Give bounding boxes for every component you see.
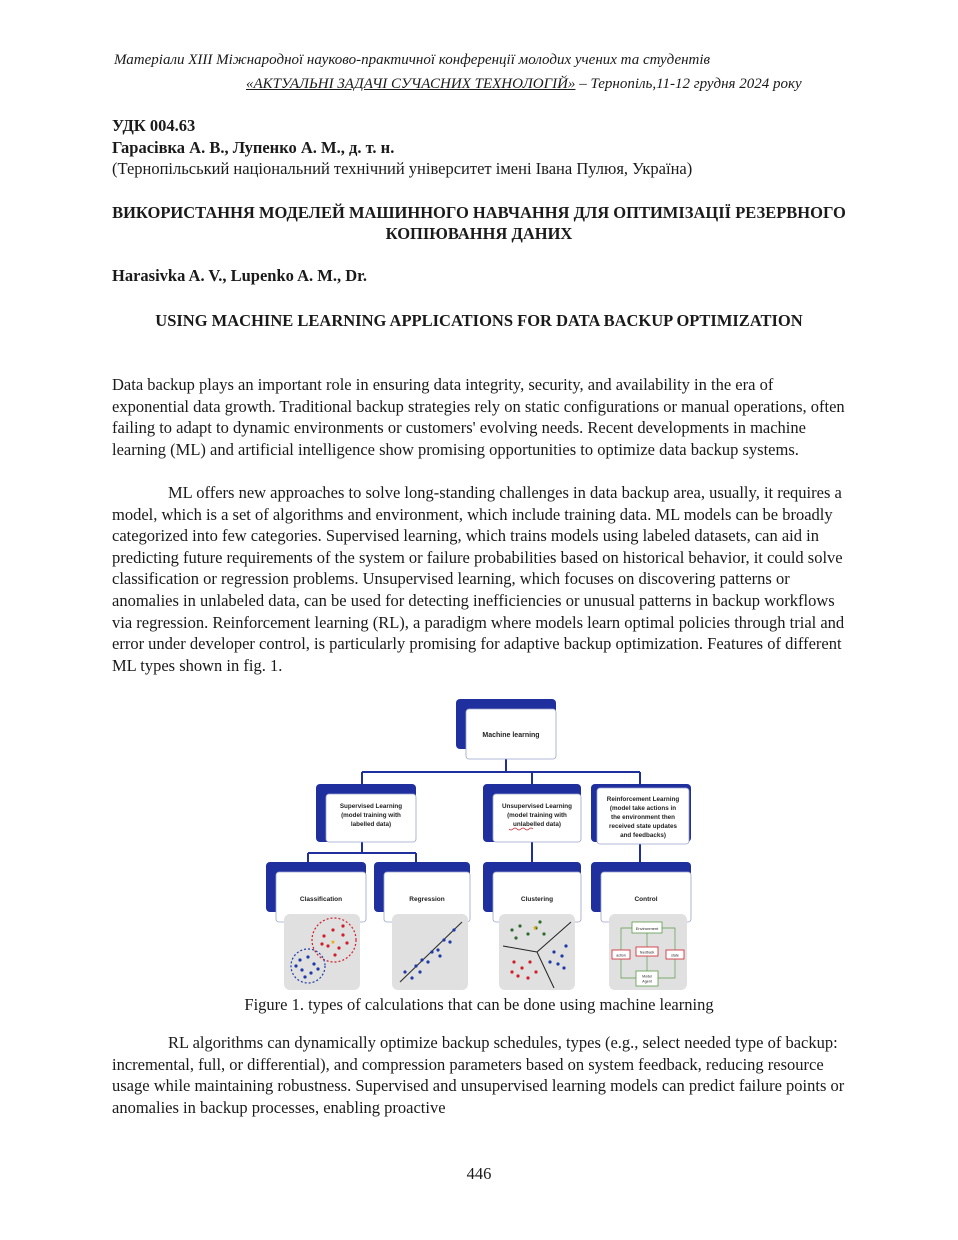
clustering-thumbnail bbox=[499, 914, 575, 990]
svg-text:★: ★ bbox=[330, 940, 336, 946]
leaf-classification-label: Classification bbox=[299, 896, 343, 903]
category-reinforcement-line1: Reinforcement Learning bbox=[606, 796, 680, 803]
conference-header-line2 bbox=[246, 76, 802, 93]
paragraph-3: RL algorithms can dynamically optimize backup schedules, types (e.g., select needed type of backup: incremental, full, or differential), and compression parameters based on system feedback, reducing resource usage while maintaining robustness. Supervised and unsupervised learning models can predict failure points or anomalies in backup processes, enabling proactive bbox=[112, 1033, 845, 1117]
affiliation: (Тернопільський національний технічний університет імені Івана Пулюя, Україна) bbox=[112, 159, 693, 178]
category-unsupervised-line1: Unsupervised Learning bbox=[502, 803, 572, 810]
udk-code: УДК 004.63 bbox=[112, 116, 196, 135]
figure-caption: Figure 1. types of calculations that can be done using machine learning bbox=[244, 995, 714, 1014]
control-environment-label: Environment bbox=[635, 926, 659, 931]
title-english: USING MACHINE LEARNING APPLICATIONS FOR DATA BACKUP OPTIMIZATION bbox=[155, 311, 803, 330]
page-number: 446 bbox=[466, 1164, 492, 1183]
conference-header-line1: Матеріали XIII Міжнародної науково-практичної конференції молодих учених та студентів bbox=[114, 52, 711, 68]
paragraph-1: Data backup plays an important role in ensuring data integrity, security, and availability in the era of exponential data growth. Traditional backup strategies rely on static configurations or manual operations, often failing to adapt to dynamic environments or customers' evolving needs. Recent developments in machine learning (ML) and artificial intelligence show promising opportunities to optimize data backup systems. bbox=[112, 375, 845, 459]
control-agent-label-line1: Model bbox=[642, 974, 652, 979]
conference-place-date: – Тернопіль,11-12 грудня 2024 року bbox=[575, 76, 802, 92]
category-node-reinforcement bbox=[591, 784, 691, 844]
authors-english: Harasivka A. V., Lupenko A. M., Dr. bbox=[112, 266, 368, 285]
svg-text:★: ★ bbox=[532, 926, 538, 932]
control-action-label: action bbox=[616, 953, 626, 958]
category-supervised-line1: Supervised Learning bbox=[339, 803, 403, 810]
authors-ukrainian: Гарасівка А. В., Лупенко А. М., д. т. н. bbox=[112, 138, 395, 157]
category-reinforcement-line5: and feedbacks) bbox=[620, 832, 666, 839]
category-node-unsupervised bbox=[483, 784, 581, 842]
category-supervised-line2: (model training with bbox=[341, 812, 401, 819]
category-reinforcement-line3: the environment then bbox=[610, 814, 676, 821]
leaf-control-label: Control bbox=[634, 896, 658, 903]
root-label: Machine learning bbox=[482, 732, 540, 739]
classification-thumbnail bbox=[284, 914, 360, 990]
control-thumbnail bbox=[609, 914, 687, 990]
leaf-node-regression bbox=[374, 862, 470, 922]
control-feedback-label: feedback bbox=[639, 950, 655, 955]
root-node bbox=[456, 699, 556, 759]
control-state-label: state bbox=[671, 953, 679, 958]
figure-ml-taxonomy bbox=[0, 690, 958, 995]
leaf-regression-label: Regression bbox=[409, 896, 445, 903]
category-node-supervised bbox=[316, 784, 416, 842]
control-agent-label-line2: Agent bbox=[642, 979, 652, 984]
category-supervised-line3: labelled data) bbox=[350, 821, 392, 828]
leaf-node-control bbox=[591, 862, 691, 922]
leaf-node-clustering bbox=[483, 862, 581, 922]
leaf-node-classification bbox=[266, 862, 366, 922]
conference-title: «АКТУАЛЬНІ ЗАДАЧІ СУЧАСНИХ ТЕХНОЛОГІЙ» bbox=[246, 76, 576, 92]
title-ukrainian: ВИКОРИСТАННЯ МОДЕЛЕЙ МАШИННОГО НАВЧАННЯ ДЛЯ ОПТИМІЗАЦІЇ РЕЗЕРВНОГО КОПІЮВАННЯ ДАНИХ bbox=[112, 203, 846, 243]
paragraph-2: ML offers new approaches to solve long-standing challenges in data backup area, usually, it requires a model, which is a set of algorithms and environment, which include training data. ML models can be broadly categorized into few categories. Supervised learning, which trains models using labeled datasets, can aid in predicting future requirements of the system or failure probabilities based on historical behavior, it could solve classification or regression problems. Unsupervised learning, which focuses on discovering patterns or anomalies in unlabeled data, can be used for detecting inefficiencies or unusual patterns in backup workflows via regression. Reinforcement learning (RL), a paradigm where models learn optimal policies through trial and error under developer control, is particularly promising for adaptive backup optimization. Features of different ML types shown in fig. 1. bbox=[112, 483, 845, 675]
regression-thumbnail bbox=[392, 914, 468, 990]
leaf-clustering-label: Clustering bbox=[520, 896, 554, 903]
category-reinforcement-line2: (model take actions in bbox=[609, 805, 677, 812]
category-unsupervised-line3: unlabelled data) bbox=[513, 821, 561, 828]
category-unsupervised-line2: (model training with bbox=[507, 812, 567, 819]
control-agent-box bbox=[636, 971, 658, 986]
category-reinforcement-line4: received state updates bbox=[609, 823, 677, 830]
